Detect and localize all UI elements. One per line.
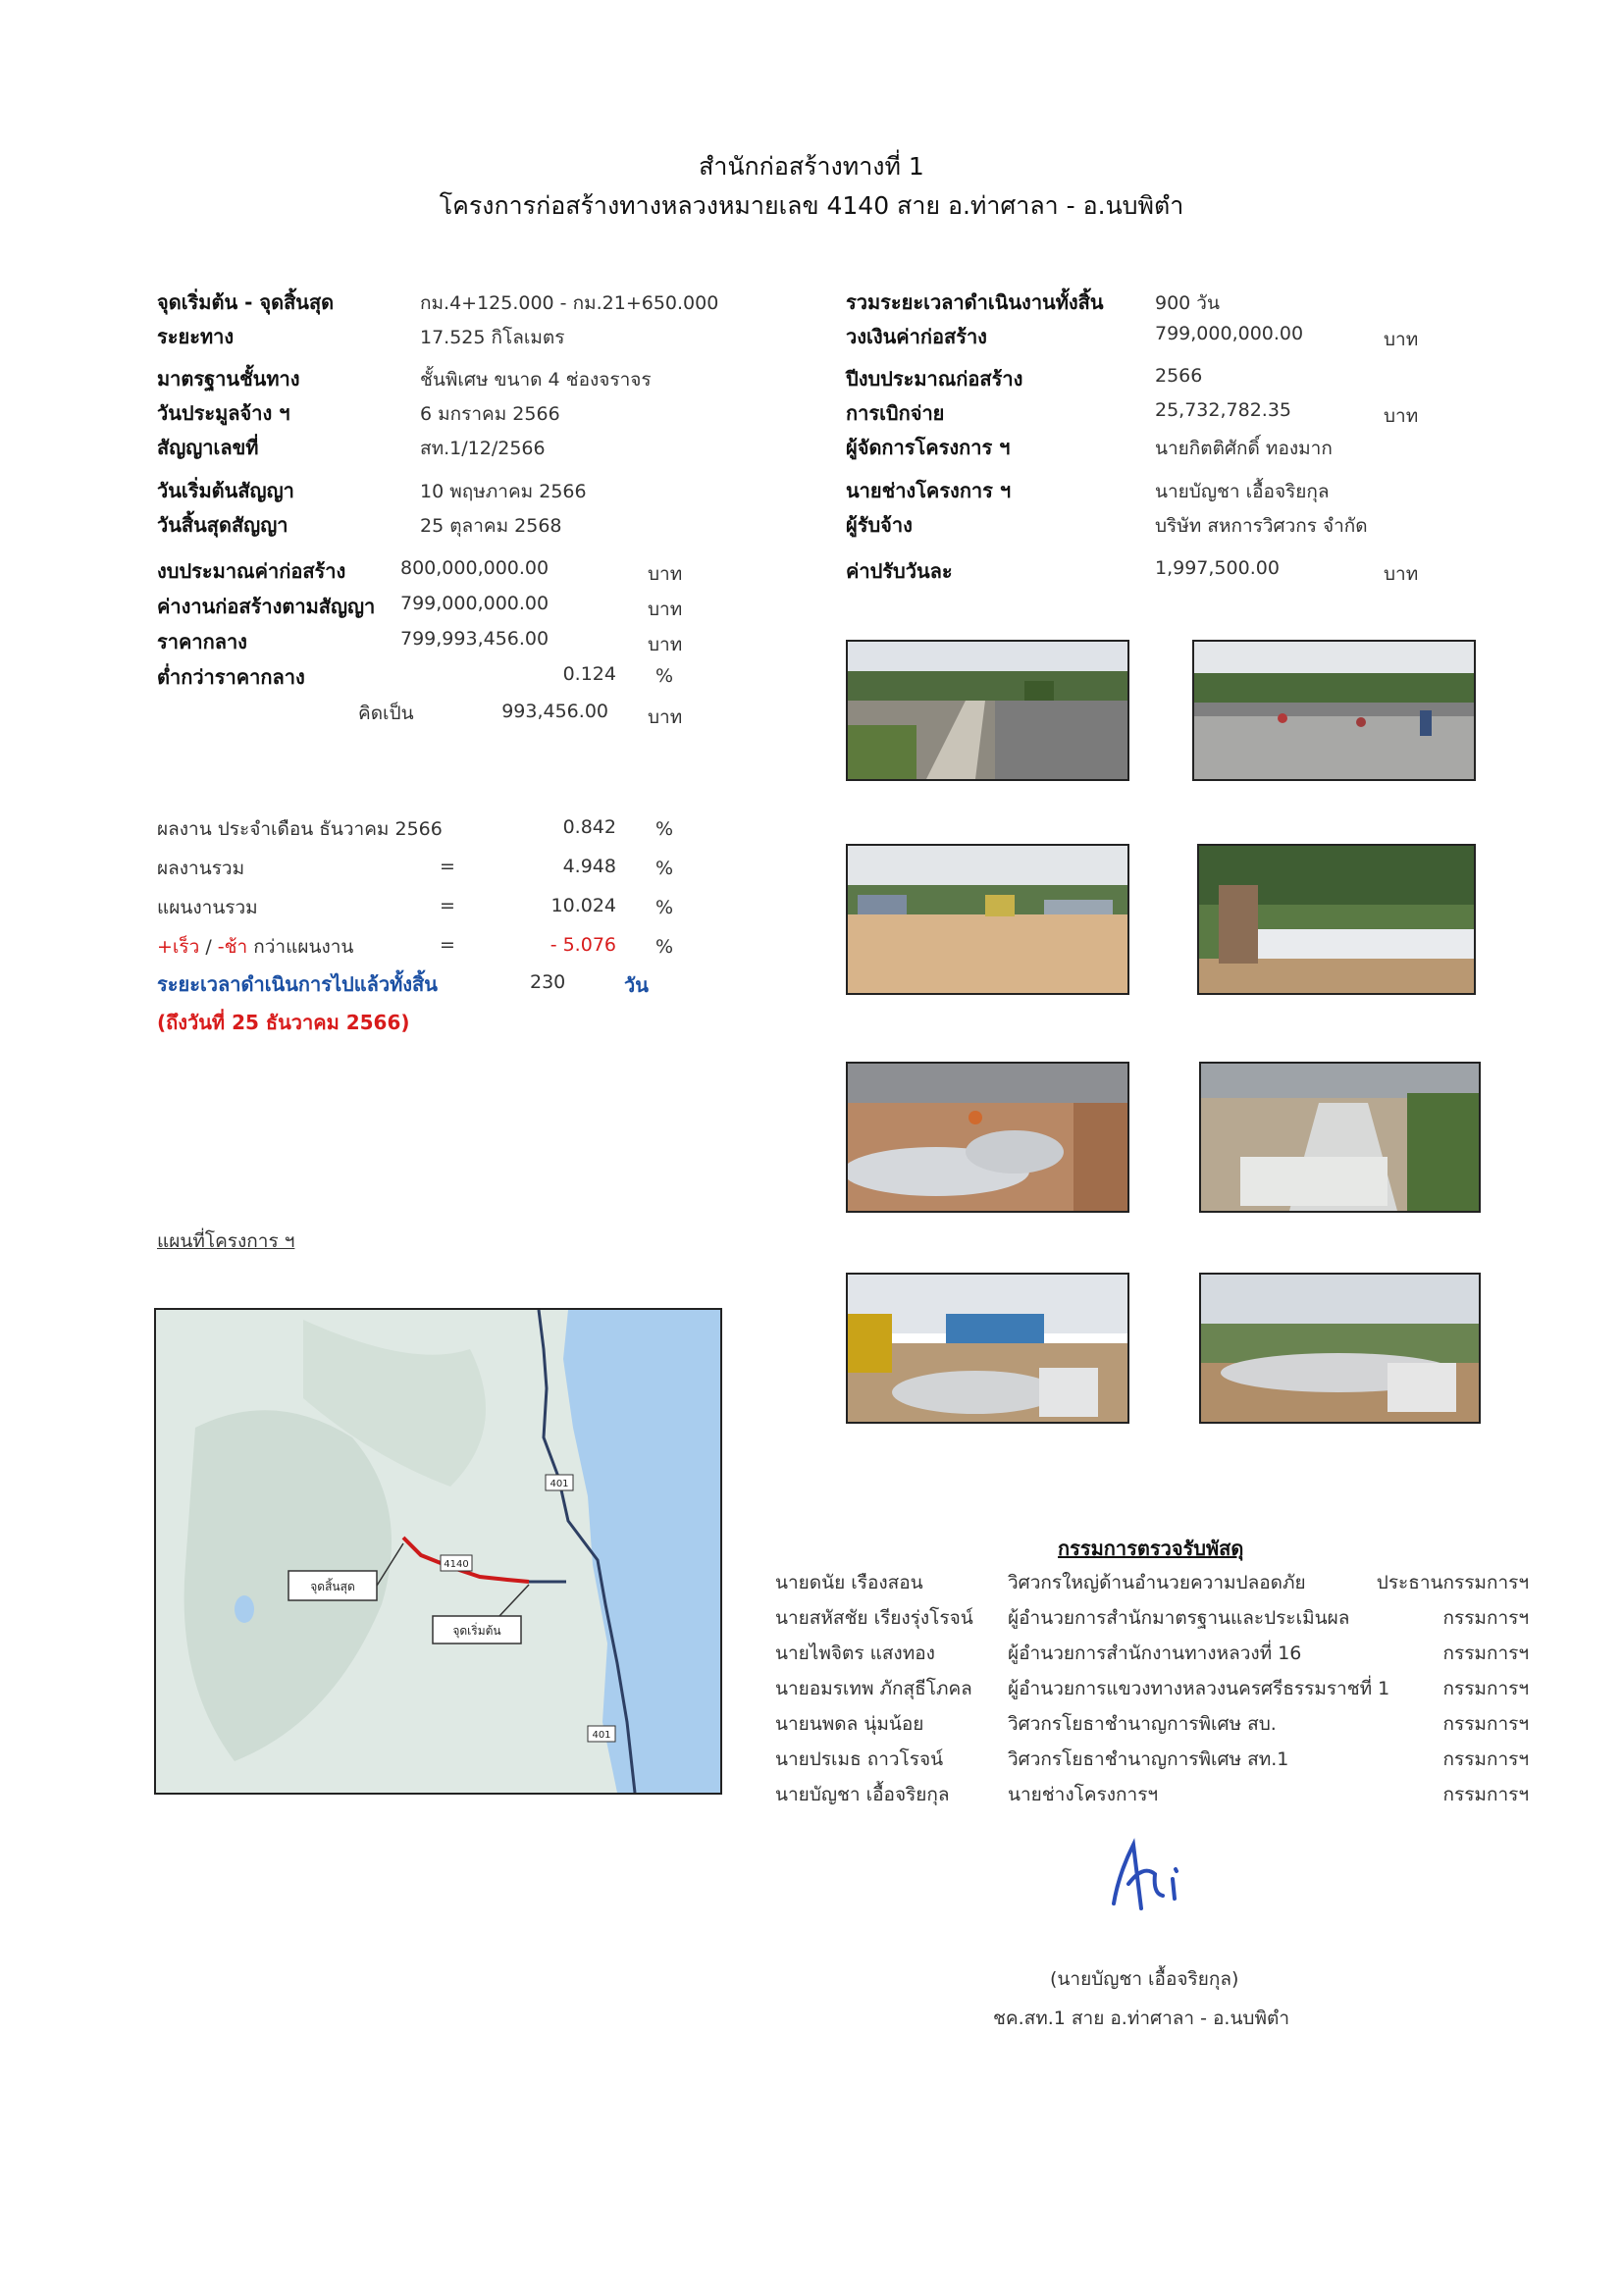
contractor-value: บริษัท สหการวิศวกร จำกัด [1155, 515, 1368, 537]
map-heading: แผนที่โครงการ ฯ [157, 1230, 295, 1252]
contract-cost-value: 799,000,000.00 [400, 593, 550, 614]
committee-name-5: นายนพดล นุ่มน้อย [775, 1713, 924, 1735]
committee-name-7: นายบัญชา เอื้อจริยกุล [775, 1784, 950, 1805]
total-progress-label: ผลงานรวม [157, 858, 245, 879]
committee-name-1: นายดนัย เรืองสอน [775, 1572, 923, 1593]
committee-role-6: กรรมการฯ [1442, 1748, 1529, 1770]
committee-name-4: นายอมรเทพ ภักสุธีโภคล [775, 1678, 972, 1699]
than-plan-text: กว่าแผนงาน [247, 936, 354, 958]
ahead-behind-value: - 5.076 [550, 934, 616, 956]
plan-progress-eq: = [440, 895, 455, 916]
budget-unit: บาท [648, 563, 683, 585]
equivalent-value: 993,456.00 [501, 701, 608, 722]
sep-text: / [199, 936, 218, 958]
elapsed-value: 230 [530, 971, 566, 993]
disbursement-value: 25,732,782.35 [1155, 399, 1292, 421]
behind-text: -ช้า [217, 936, 248, 958]
median-price-label: ราคากลาง [157, 630, 247, 653]
committee-position-5: วิศวกรโยธาชำนาญการพิเศษ สบ. [1008, 1713, 1277, 1735]
disbursement-label: การเบิกจ่าย [846, 401, 945, 425]
monthly-progress-label: ผลงาน ประจำเดือน ธันวาคม 2566 [157, 818, 443, 840]
start-end-label: จุดเริ่มต้น - จุดสิ้นสุด [157, 290, 335, 314]
committee-role-1: ประธานกรรมการฯ [1376, 1572, 1529, 1593]
fiscal-year-value: 2566 [1155, 365, 1203, 387]
bid-date-label: วันประมูลจ้าง ฯ [157, 401, 290, 425]
total-progress-value: 4.948 [562, 856, 616, 877]
monthly-progress-unit: % [655, 818, 674, 840]
ahead-behind-eq: = [440, 934, 455, 956]
project-manager-value: นายกิตติศักดิ์ ทองมาก [1155, 438, 1333, 459]
committee-role-4: กรรมการฯ [1442, 1678, 1529, 1699]
committee-role-3: กรรมการฯ [1442, 1643, 1529, 1664]
bid-date-value: 6 มกราคม 2566 [420, 403, 560, 425]
committee-role-7: กรรมการฯ [1442, 1784, 1529, 1805]
project-map [154, 1308, 722, 1795]
map-route-401-a: 401 [550, 1479, 569, 1489]
project-engineer-label: นายช่างโครงการ ฯ [846, 479, 1012, 502]
map-label-end: จุดสิ้นสุด [310, 1580, 355, 1593]
site-photo-3 [846, 844, 1129, 995]
contract-amount-value: 799,000,000.00 [1155, 323, 1304, 344]
signature-mark [1074, 1825, 1222, 1923]
as-of-date: (ถึงวันที่ 25 ธันวาคม 2566) [157, 1011, 410, 1034]
total-progress-unit: % [655, 858, 674, 879]
committee-name-3: นายไพจิตร แสงทอง [775, 1643, 935, 1664]
committee-position-7: นายช่างโครงการฯ [1008, 1784, 1159, 1805]
contract-amount-label: วงเงินค่าก่อสร้าง [846, 325, 987, 348]
equivalent-unit: บาท [648, 706, 683, 728]
contract-cost-unit: บาท [648, 599, 683, 620]
monthly-progress-value: 0.842 [562, 816, 616, 838]
map-route-401-b: 401 [592, 1730, 611, 1741]
committee-name-6: นายปรเมธ ถาวโรจน์ [775, 1748, 944, 1770]
median-price-unit: บาท [648, 634, 683, 655]
elapsed-label: ระยะเวลาดำเนินการไปแล้วทั้งสิ้น [157, 972, 438, 996]
total-duration-value: 900 วัน [1155, 292, 1220, 314]
committee-name-2: นายสหัสชัย เรียงรุ่งโรจน์ [775, 1607, 973, 1629]
total-progress-eq: = [440, 856, 455, 877]
map-route-4140: 4140 [444, 1559, 469, 1570]
site-photo-4 [1197, 844, 1476, 995]
below-median-value: 0.124 [562, 663, 616, 685]
committee-position-2: ผู้อำนวยการสำนักมาตรฐานและประเมินผล [1008, 1607, 1350, 1629]
distance-label: ระยะทาง [157, 325, 235, 348]
contractor-label: ผู้รับจ้าง [846, 513, 913, 537]
signer-title: ชค.สท.1 สาย อ.ท่าศาลา - อ.นบพิตำ [993, 2008, 1290, 2029]
contract-start-label: วันเริ่มต้นสัญญา [157, 479, 294, 502]
below-median-unit: % [655, 665, 674, 687]
road-standard-value: ชั้นพิเศษ ขนาด 4 ช่องจราจร [420, 369, 652, 391]
contract-end-value: 25 ตุลาคม 2568 [420, 515, 562, 537]
daily-fine-label: ค่าปรับวันละ [846, 559, 953, 583]
total-duration-label: รวมระยะเวลาดำเนินงานทั้งสิ้น [846, 290, 1104, 314]
committee-position-4: ผู้อำนวยการแขวงทางหลวงนครศรีธรรมราชที่ 1 [1008, 1678, 1390, 1699]
budget-label: งบประมาณค่าก่อสร้าง [157, 559, 346, 583]
signer-name: (นายบัญชา เอื้อจริยกุล) [1050, 1968, 1239, 1990]
site-photo-2 [1192, 640, 1476, 781]
site-photo-7 [846, 1273, 1129, 1424]
header-line1: สำนักก่อสร้างทางที่ 1 [699, 152, 924, 181]
daily-fine-value: 1,997,500.00 [1155, 557, 1280, 579]
ahead-behind-unit: % [655, 936, 674, 958]
equivalent-label: คิดเป็น [358, 703, 414, 724]
header-line2: โครงการก่อสร้างทางหลวงหมายเลข 4140 สาย อ.ท่าศาลา - อ.นบพิตำ [439, 191, 1184, 220]
contract-no-value: สท.1/12/2566 [420, 438, 546, 459]
committee-role-5: กรรมการฯ [1442, 1713, 1529, 1735]
contract-start-value: 10 พฤษภาคม 2566 [420, 481, 587, 502]
budget-value: 800,000,000.00 [400, 557, 550, 579]
committee-role-2: กรรมการฯ [1442, 1607, 1529, 1629]
median-price-value: 799,993,456.00 [400, 628, 550, 650]
ahead-behind-label [157, 932, 353, 962]
project-engineer-value: นายบัญชา เอื้อจริยกุล [1155, 481, 1330, 502]
contract-end-label: วันสิ้นสุดสัญญา [157, 513, 288, 537]
site-photo-6 [1199, 1062, 1481, 1213]
contract-amount-unit: บาท [1384, 329, 1419, 350]
daily-fine-unit: บาท [1384, 563, 1419, 585]
committee-position-6: วิศวกรโยธาชำนาญการพิเศษ สท.1 [1008, 1748, 1289, 1770]
start-end-value: กม.4+125.000 - กม.21+650.000 [420, 292, 719, 314]
ahead-text: +เร็ว [157, 936, 200, 958]
elapsed-unit: วัน [624, 973, 649, 997]
road-standard-label: มาตรฐานชั้นทาง [157, 367, 300, 391]
fiscal-year-label: ปีงบประมาณก่อสร้าง [846, 367, 1023, 391]
site-photo-8 [1199, 1273, 1481, 1424]
contract-no-label: สัญญาเลขที่ [157, 436, 259, 459]
disbursement-unit: บาท [1384, 405, 1419, 427]
committee-position-3: ผู้อำนวยการสำนักงานทางหลวงที่ 16 [1008, 1643, 1302, 1664]
project-manager-label: ผู้จัดการโครงการ ฯ [846, 436, 1011, 459]
map-label-start: จุดเริ่มต้น [452, 1624, 501, 1638]
site-photo-1 [846, 640, 1129, 781]
committee-position-1: วิศวกรใหญ่ด้านอำนวยความปลอดภัย [1008, 1572, 1306, 1593]
plan-progress-unit: % [655, 897, 674, 918]
committee-heading: กรรมการตรวจรับพัสดุ [1058, 1537, 1244, 1560]
below-median-label: ต่ำกว่าราคากลาง [157, 665, 305, 689]
site-photo-5 [846, 1062, 1129, 1213]
plan-progress-value: 10.024 [550, 895, 616, 916]
contract-cost-label: ค่างานก่อสร้างตามสัญญา [157, 595, 376, 618]
plan-progress-label: แผนงานรวม [157, 897, 258, 918]
distance-value: 17.525 กิโลเมตร [420, 327, 565, 348]
